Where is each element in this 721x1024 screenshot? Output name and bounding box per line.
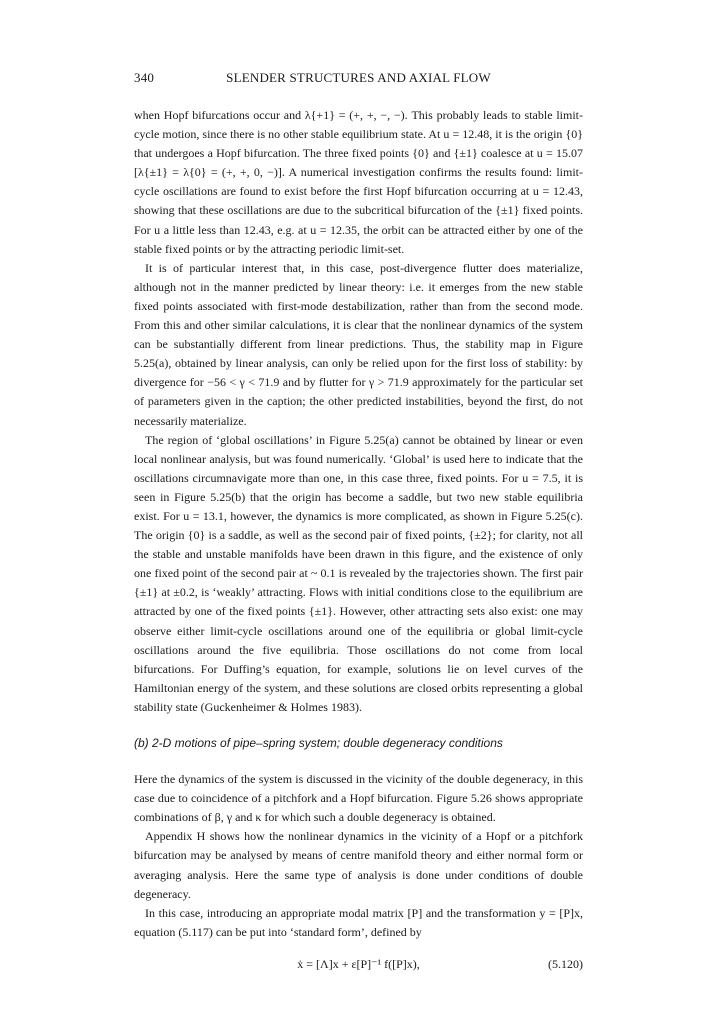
- equation-text: ẋ = [Λ]x + ε[P]⁻¹ f([P]x),: [297, 956, 420, 971]
- equation-5-120: [134, 955, 583, 975]
- section-heading: (b) 2-D motions of pipe–spring system; double degeneracy conditions: [134, 736, 503, 750]
- page-header: [134, 70, 583, 90]
- paragraph-double-degeneracy: Here the dynamics of the system is discussed in the vicinity of the double degeneracy, in this case due to coincidence of a pitchfork and a Hopf bifurcation. Figure 5.26 shows appropriate combinations of β, γ and κ for which such a double degeneracy is obtained.: [134, 772, 583, 825]
- paragraph-global-oscillations: The region of ‘global oscillations’ in Figure 5.25(a) cannot be obtained by linear or even local nonlinear analysis, but was found numerically. ‘Global’ is used here to indicate that the oscillations circumnavigate more than one, in this case three, fixed points. For u = 7.5, it is seen in Figure 5.25(b) that the origin has become a saddle, but two new stable equilibria exist. For u = 13.1, however, the dynamics is more complicated, as shown in Figure 5.25(c). The origin {0} is a saddle, as well as the second pair of fixed points, {±2}; for clarity, not all the stable and unstable manifolds have been drawn in this figure, and the existence of only one fixed point of the second pair at ~ 0.1 is revealed by the trajectories shown. The first pair {±1} at ±0.2, is ‘weakly’ attracting. Flows with initial conditions close to the equilibrium are attracted by one of the fixed points {±1}. However, other attracting sets also exist: one may observe either limit-cycle oscillations around one of the equilibria or global limit-cycle oscillations around the five equilibria. Those oscillations do not come from local bifurcations. For Duffing’s equation, for example, solutions lie on level curves of the Hamiltonian energy of the system, and these solutions are closed orbits representing a global stability state (Guckenheimer & Holmes 1983).: [134, 432, 583, 714]
- page-body: [134, 106, 583, 975]
- paragraph-standard-form: In this case, introducing an appropriate modal matrix [P] and the transformation y = [P]x, equation (5.117) can be put into ‘standard form’, defined by: [134, 905, 583, 939]
- page-number: 340: [134, 70, 155, 85]
- paragraph-hopf-bifurcation: when Hopf bifurcations occur and λ{+1} = (+, +, −, −). This probably leads to stable limit-cycle motion, since there is no other stable equilibrium state. At u = 12.48, it is the origin {0} that undergoes a Hopf bifurcation. The three fixed points {0} and {±1} coalesce at u = 15.07 [λ{±1} = λ{0} = (+, +, 0, −)]. A numerical investigation confirms the results found: limit-cycle oscillations are found to exist before the first Hopf bifurcation occurring at u = 12.43, showing that these oscillations are due to the subcritical bifurcation of the {±1} fixed points. For u a little less than 12.43, e.g. at u = 12.35, the orbit can be attracted either by one of the stable fixed points or by the attracting periodic limit-set.: [134, 108, 583, 256]
- equation-number: (5.120): [548, 956, 583, 971]
- paragraph-appendix-h: Appendix H shows how the nonlinear dynamics in the vicinity of a Hopf or a pitchfork bifurcation may be analysed by means of centre manifold theory and either normal form or averaging analysis. Here the same type of analysis is done under conditions of double degeneracy.: [134, 829, 583, 901]
- paragraph-post-divergence-flutter: It is of particular interest that, in this case, post-divergence flutter does materialize, although not in the manner predicted by linear theory: i.e. it emerges from the new stable fixed points associated with first-mode destabilization, rather than from the second mode. From this and other similar calculations, it is clear that the nonlinear dynamics of the system can be substantially different from linear predictions. Thus, the stability map in Figure 5.25(a), obtained by linear analysis, can only be relied upon for the first loss of stability: by divergence for −56 < γ < 71.9 and by flutter for γ > 71.9 approximately for the particular set of parameters given in the caption; the other predicted instabilities, beyond the first, do not necessarily materialize.: [134, 260, 583, 428]
- running-head: SLENDER STRUCTURES AND AXIAL FLOW: [226, 70, 491, 85]
